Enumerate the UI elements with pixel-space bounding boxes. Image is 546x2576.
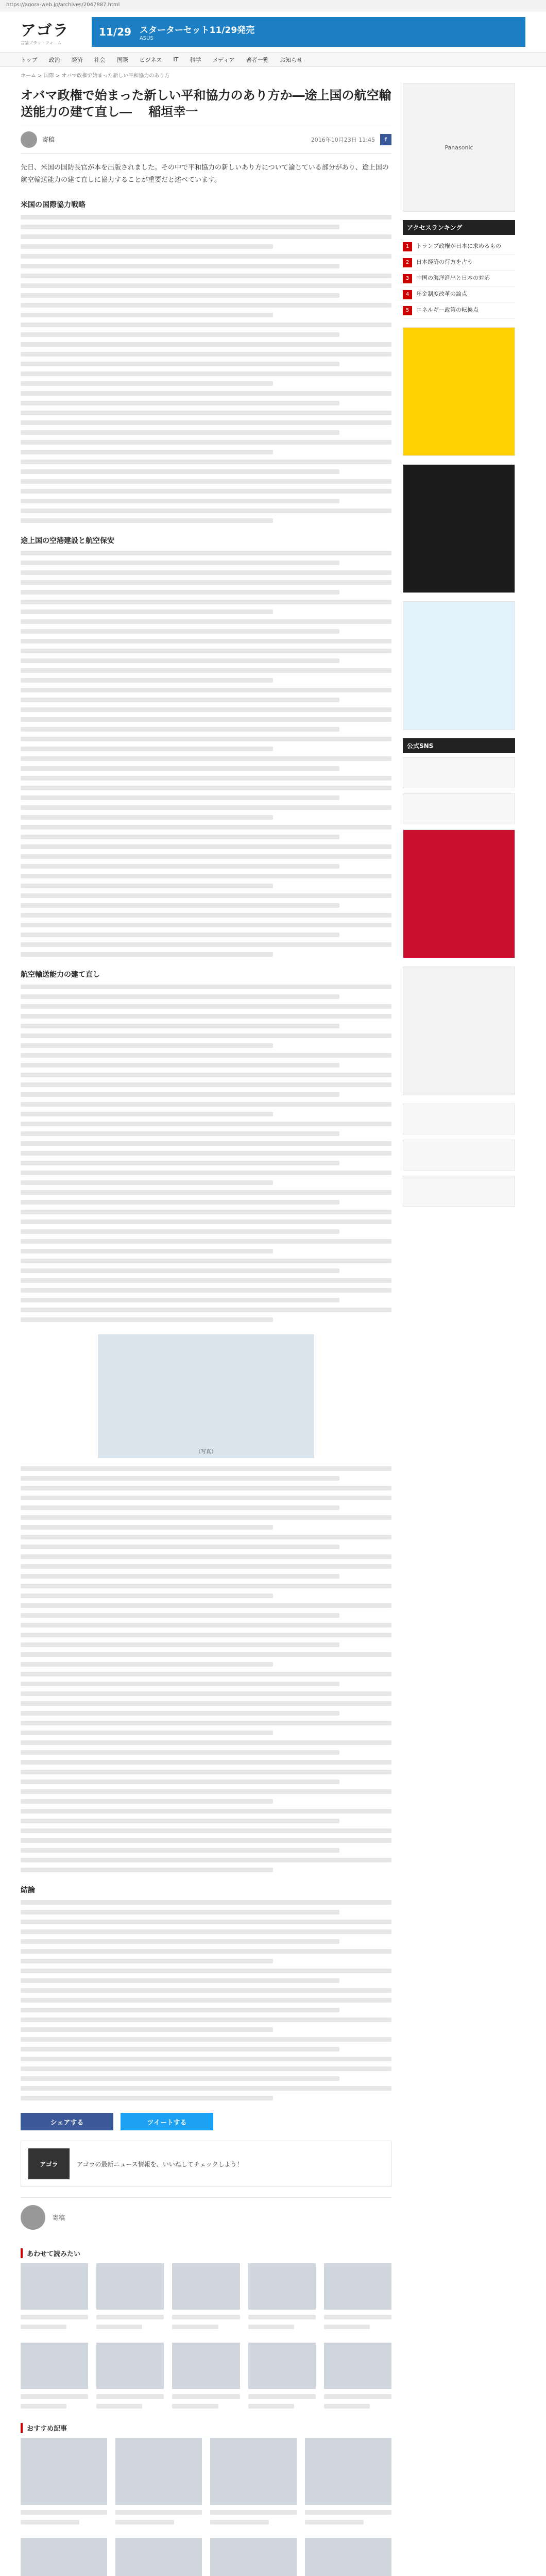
nav-item[interactable]: お知らせ (280, 56, 303, 63)
related-card[interactable] (248, 2343, 316, 2414)
related-card[interactable] (21, 2263, 88, 2334)
recommend-card[interactable] (305, 2538, 391, 2576)
article-title: オバマ政権で始まった新しい平和協力のあり方か―途上国の航空輸送能力の建て直し― 稲垣幸一 (21, 88, 391, 120)
recommend-card[interactable] (210, 2438, 297, 2530)
sidebar (403, 83, 515, 2576)
sns-widget[interactable] (403, 793, 515, 824)
sidebar-ad[interactable]: Panasonic (403, 83, 515, 212)
nav-item[interactable]: メディア (212, 56, 235, 63)
follow-text: アゴラの最新ニュース情報を、いいねしてチェックしよう！ (77, 2160, 243, 2168)
related-card[interactable] (96, 2263, 164, 2334)
sidebar-ad[interactable] (403, 829, 515, 958)
article-section: 途上国の空港建設と航空保安 (21, 535, 391, 957)
author-box (21, 2197, 391, 2239)
twitter-share-button[interactable]: ツイートする (121, 2113, 213, 2130)
author-avatar[interactable] (21, 131, 37, 148)
nav-item[interactable]: 国際 (116, 56, 128, 63)
site-header (0, 11, 546, 53)
share-bar (21, 2113, 391, 2130)
recommend-card[interactable] (21, 2438, 107, 2530)
sidebar-link[interactable] (403, 1176, 515, 1207)
sidebar-ad[interactable] (403, 967, 515, 1095)
sidebar-ad[interactable] (403, 601, 515, 730)
ranking-item[interactable]: 2 日本経済の行方を占う (403, 255, 515, 271)
publish-date: 2016年10月23日 11:45 (311, 136, 375, 143)
facebook-icon[interactable]: f (380, 134, 391, 145)
related-title: あわせて読みたい (21, 2248, 391, 2258)
recommend-card[interactable] (305, 2438, 391, 2530)
nav-item[interactable]: 著者一覧 (246, 56, 269, 63)
recommend-title: おすすめ記事 (21, 2423, 391, 2433)
url-bar[interactable]: https://agora-web.jp/archives/2047887.html (0, 0, 546, 11)
related-card[interactable] (21, 2343, 88, 2414)
sidebar-ad[interactable] (403, 327, 515, 456)
global-nav (0, 53, 546, 67)
sns-title: 公式SNS (403, 738, 515, 753)
ranking-item[interactable]: 5 エネルギー政策の転換点 (403, 303, 515, 319)
recommend-card[interactable] (115, 2438, 202, 2530)
nav-item[interactable]: トップ (21, 56, 38, 63)
sidebar-link[interactable] (403, 1104, 515, 1134)
nav-item[interactable]: 社会 (94, 56, 106, 63)
ranking-item[interactable]: 3 中国の海洋進出と日本の対応 (403, 271, 515, 287)
sidebar-ad[interactable] (403, 464, 515, 593)
nav-item[interactable]: 政治 (48, 56, 60, 63)
article-section: 結論 (21, 1885, 391, 2100)
related-card[interactable] (172, 2343, 240, 2414)
ranking-title: アクセスランキング (403, 220, 515, 235)
ranking-item[interactable]: 1 トランプ政権が日本に求めるもの (403, 239, 515, 255)
author-name[interactable]: 寄稿 (42, 136, 55, 144)
sidebar-link[interactable] (403, 1140, 515, 1171)
article-section: 米国の国際協力戦略 (21, 199, 391, 523)
recommend-card[interactable] (21, 2538, 107, 2576)
nav-item[interactable]: ビジネス (139, 56, 162, 63)
author-avatar[interactable] (21, 2205, 45, 2230)
facebook-share-button[interactable]: シェアする (21, 2113, 113, 2130)
article-section (21, 1466, 391, 1872)
related-card[interactable] (172, 2263, 240, 2334)
author-box-name[interactable]: 寄稿 (53, 2214, 65, 2222)
follow-box (21, 2141, 391, 2187)
ranking-item[interactable]: 4 年金制度改革の論点 (403, 287, 515, 303)
nav-item[interactable]: 経済 (71, 56, 83, 63)
related-card[interactable] (324, 2343, 391, 2414)
nav-item[interactable]: IT (173, 56, 179, 63)
article-lead: 先日、米国の国防長官が本を出版されました。その中で平和協力の新しいあり方について論じている部分があり、途上国の航空輸送能力の建て直しに協力することが重要だと述べています。 (21, 163, 389, 184)
article-figure: （写真） (98, 1334, 314, 1458)
site-logo[interactable]: アゴラ 言論プラットフォーム (21, 22, 70, 45)
recommend-grid (21, 2438, 391, 2576)
article-meta (21, 126, 391, 154)
recommend-card[interactable] (115, 2538, 202, 2576)
related-card[interactable] (324, 2263, 391, 2334)
article-section: 航空輸送能力の建て直し (21, 969, 391, 1322)
breadcrumb[interactable]: ホーム > 国際 > オバマ政権で始まった新しい平和協力のあり方 (21, 73, 170, 79)
recommend-card[interactable] (210, 2538, 297, 2576)
related-grid (21, 2263, 391, 2414)
related-card[interactable] (248, 2263, 316, 2334)
related-card[interactable] (96, 2343, 164, 2414)
follow-thumb: アゴラ (28, 2148, 70, 2179)
nav-item[interactable]: 科学 (190, 56, 201, 63)
sns-widget[interactable] (403, 757, 515, 788)
article-main (21, 83, 391, 2576)
header-banner-ad[interactable]: 11/29 スターターセット11/29発売 ASUS (92, 17, 525, 47)
